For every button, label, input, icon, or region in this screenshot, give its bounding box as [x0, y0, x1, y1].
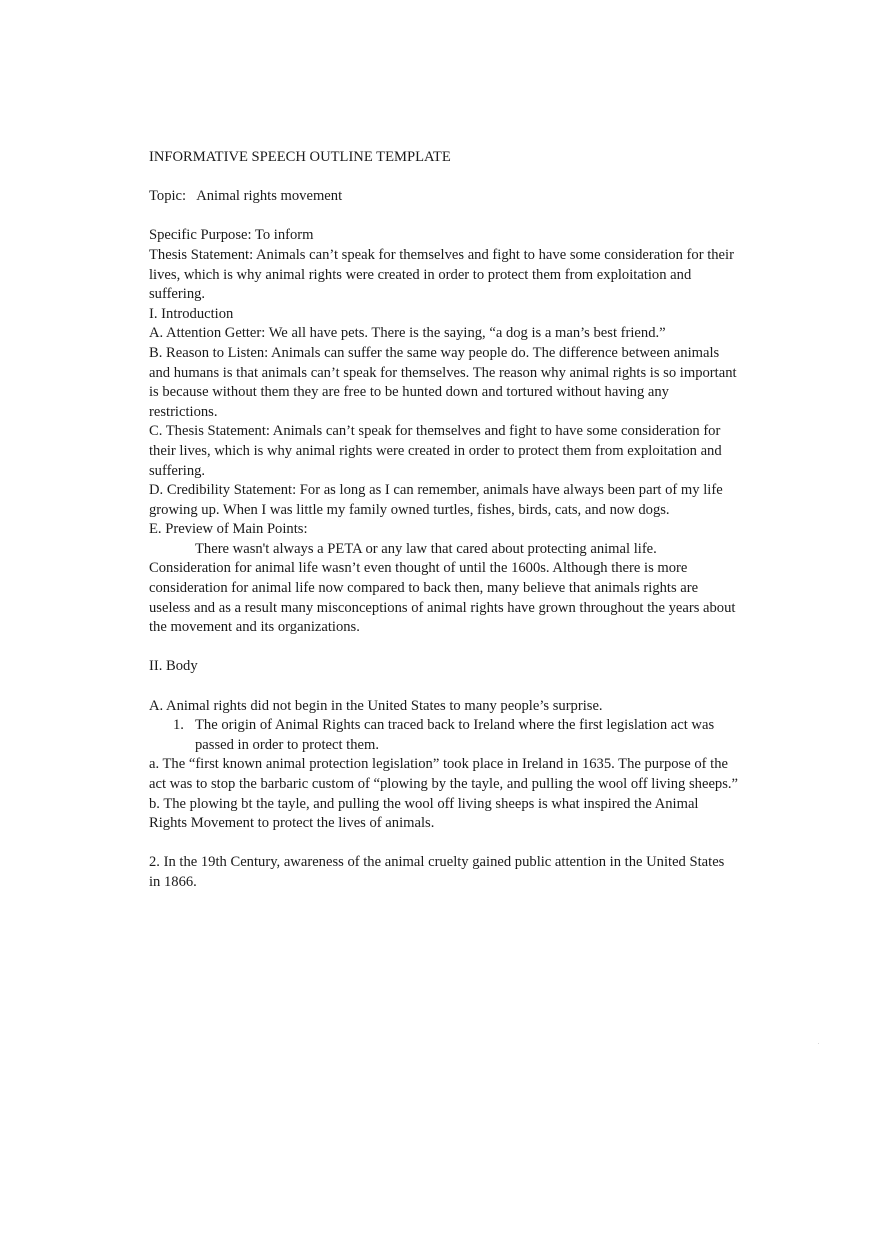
reason-to-listen: B. Reason to Listen: Animals can suffer the same way people do. The difference between animals and humans is that animals can’t speak for themselves. The reason why animal rights is so important is because without them they are free to be hunted down and tortured without having any restrictions.	[149, 344, 737, 420]
topic-line: Topic: Animal rights movement	[149, 188, 343, 205]
spacer	[149, 168, 739, 188]
body-subpoint-a: a. The “first known animal protection legislation” took place in Ireland in 1635. The purpose of the act was to stop the barbaric custom of “plowing by the tayle, and pulling the wool off living sheeps.”	[149, 756, 739, 792]
thesis-statement-c: C. Thesis Statement: Animals can’t speak for themselves and fight to have some consideration for their lives, which is why animal rights were created in order to protect them from exploitation and suffering.	[149, 423, 722, 479]
introduction-heading: I. Introduction	[149, 305, 234, 322]
thesis-statement: Thesis Statement: Animals can’t speak for themselves and fight to have some consideration for their lives, which is why animal rights were created in order to protect them from exploitation and suffering.	[149, 246, 734, 303]
list-text: The origin of Animal Rights can traced back to Ireland where the first legislation act was passed in order to protect them.	[195, 717, 715, 753]
preview-paragraph: There wasn't always a PETA or any law that cared about protecting animal life. Consideration for animal life wasn’t even thought of until the 1600s. Although there is more consideration for animal life now compared to back then, many believe that animals rights are useless and as a result many misconceptions of animal rights have grown throughout the years about the movement and its organizations.	[149, 540, 736, 636]
spacer	[149, 638, 739, 658]
document-body	[149, 148, 739, 893]
spacer	[149, 677, 739, 697]
body-subpoint-1	[149, 716, 739, 755]
credibility-statement: D. Credibility Statement: For as long as I can remember, animals have always been part of my life growing up. When I was little my family owned turtles, fishes, birds, cats, and now dogs.	[149, 482, 723, 518]
attention-getter: A. Attention Getter: We all have pets. There is the saying, “a dog is a man’s best friend.”	[149, 325, 666, 342]
list-number: 1.	[173, 717, 184, 734]
body-point-2: 2. In the 19th Century, awareness of the animal cruelty gained public attention in the United States in 1866.	[149, 854, 725, 890]
scan-speck	[818, 1043, 819, 1044]
body-subpoint-b: b. The plowing bt the tayle, and pulling the wool off living sheeps is what inspired the Animal Rights Movement to protect the lives of animals.	[149, 795, 699, 832]
body-point-a: A. Animal rights did not begin in the United States to many people’s surprise.	[149, 697, 603, 714]
spacer	[149, 834, 739, 854]
preview-heading: E. Preview of Main Points:	[149, 521, 308, 538]
body-heading: II. Body	[149, 658, 198, 675]
spacer	[149, 207, 739, 227]
document-title: INFORMATIVE SPEECH OUTLINE TEMPLATE	[149, 149, 451, 165]
specific-purpose: Specific Purpose: To inform	[149, 227, 314, 244]
